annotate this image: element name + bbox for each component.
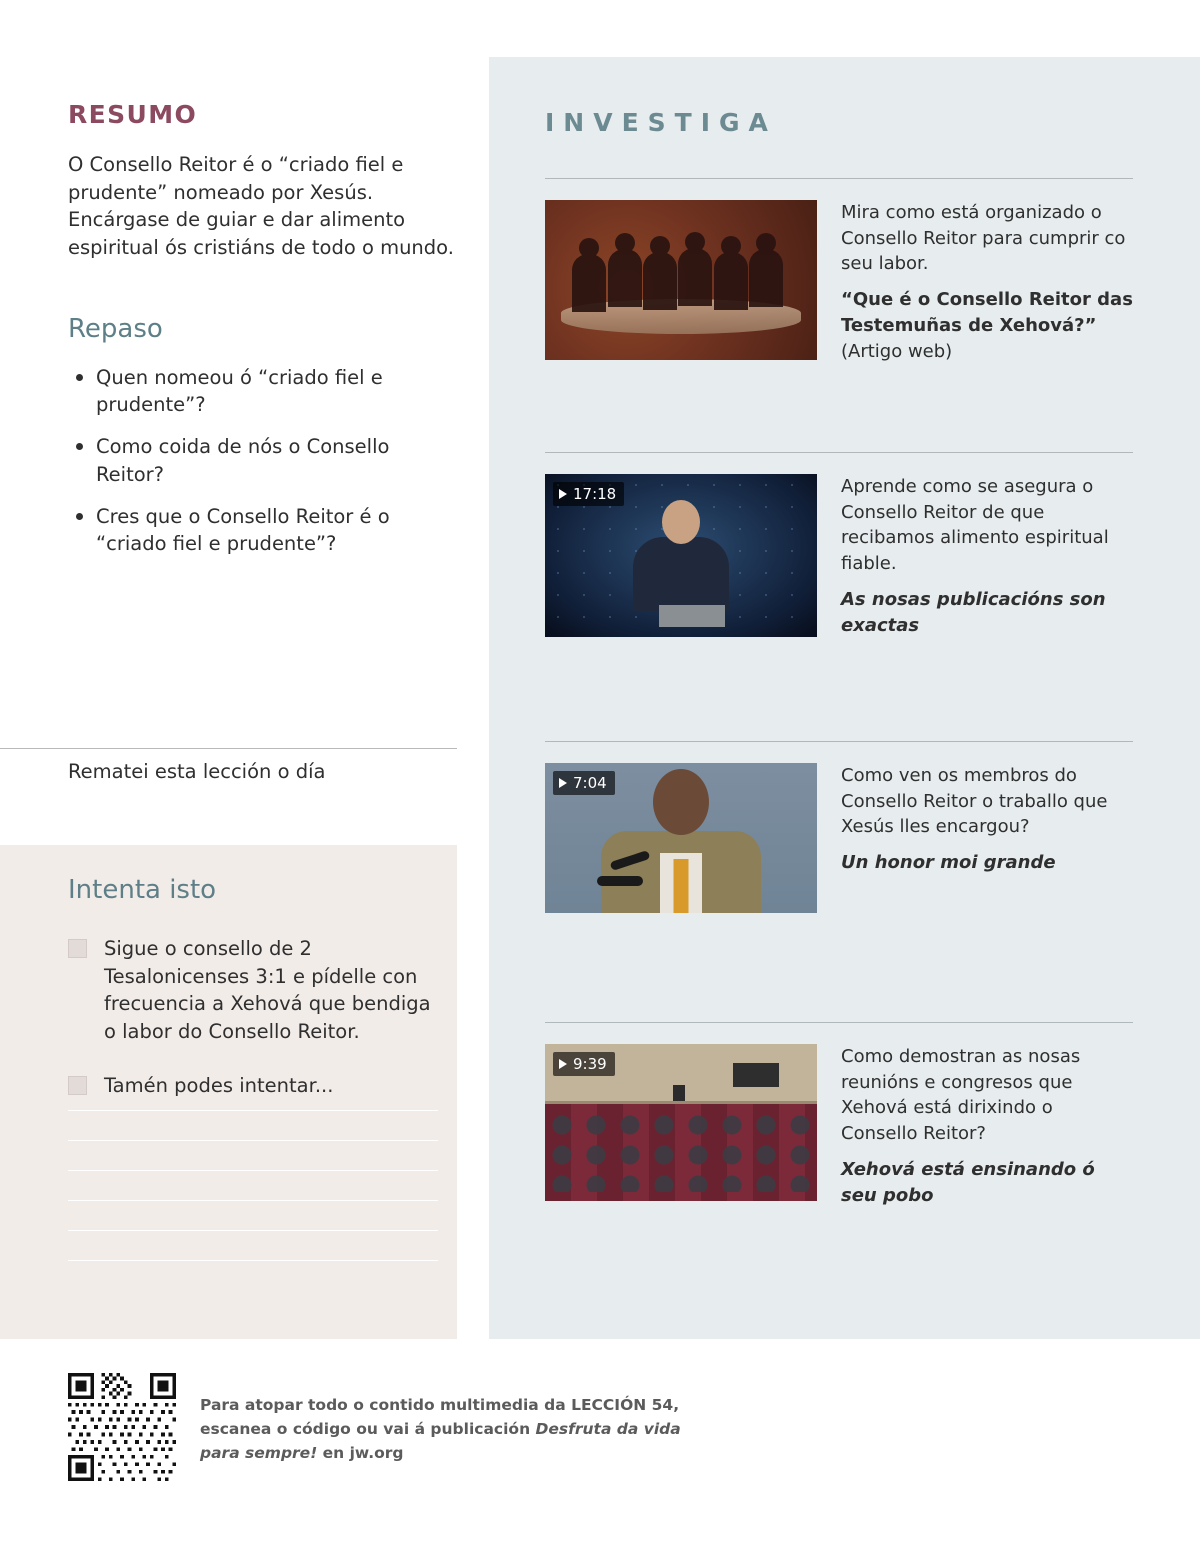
entry-text (841, 1044, 1133, 1208)
checkbox-icon[interactable] (68, 939, 87, 958)
video-duration-badge (553, 482, 624, 506)
list-item: Quen nomeou ó “criado fiel e prudente”? (96, 364, 426, 419)
footer-line-3 (200, 1441, 720, 1465)
summary-text: O Consello Reitor é o “criado fiel e prudente” nomeado por Xesús. Encárgase de guiar e dar alimento espiritual ós cristiáns de todo o mundo. (68, 153, 454, 260)
entry-subtitle: (Artigo web) (841, 340, 953, 362)
qr-code[interactable] (68, 1373, 176, 1481)
video-duration-badge (553, 1052, 615, 1076)
summary-column (68, 100, 468, 572)
writing-line (68, 1110, 438, 1111)
divider (545, 1022, 1133, 1023)
entry-text (841, 474, 1133, 638)
entry-lead: Como ven os membros do Consello Reitor o traballo que Xesús lles encargou? (841, 765, 1108, 838)
research-entry (545, 452, 1133, 638)
writing-line (68, 1230, 438, 1231)
qr-code-image (68, 1373, 176, 1481)
entry-title: Xehová está ensinando ó seu pobo (841, 1158, 1095, 1206)
divider (545, 741, 1133, 742)
publication-title: Desfruta da vida (535, 1420, 681, 1439)
play-icon (559, 489, 567, 499)
entry-text (841, 763, 1133, 913)
footer-line-2a: escanea o código ou vai á publicación (200, 1420, 536, 1439)
writing-line (68, 1170, 438, 1171)
review-heading: Repaso (68, 313, 163, 344)
writing-line (68, 1200, 438, 1201)
entry-text (841, 200, 1133, 364)
entry-title: As nosas publicacións son exactas (841, 588, 1106, 636)
video-thumbnail[interactable] (545, 763, 817, 913)
video-thumbnail[interactable] (545, 474, 817, 638)
entry-lead: Mira como está organizado o Consello Reitor para cumprir co seu labor. (841, 202, 1126, 275)
footer-line-1: Para atopar todo o contido multimedia da LECCIÓN 54, (200, 1396, 680, 1414)
footer-note (200, 1393, 720, 1465)
list-item: Como coida de nós o Consello Reitor? (96, 433, 426, 488)
video-duration: 9:39 (573, 1055, 607, 1073)
writing-line (68, 1260, 438, 1261)
page-title: RESUMO (68, 100, 198, 129)
divider (545, 452, 1133, 453)
list-item[interactable] (68, 935, 438, 1046)
video-duration-badge (553, 771, 615, 795)
entry-title: Un honor moi grande (841, 852, 1056, 874)
governing-body-illustration (545, 200, 817, 360)
try-this-heading: Intenta isto (68, 875, 217, 905)
research-heading: INVESTIGA (545, 108, 777, 137)
try-this-list (68, 935, 438, 1125)
article-thumbnail[interactable] (545, 200, 817, 364)
publication-title-cont: para sempre! (200, 1444, 318, 1463)
video-thumbnail[interactable] (545, 1044, 817, 1208)
entry-title: “Que é o Consello Reitor das Testemuñas de Xehová?” (841, 289, 1133, 336)
writing-lines (68, 1110, 438, 1290)
divider (545, 178, 1133, 179)
footer-line-2 (200, 1417, 720, 1441)
research-entry (545, 741, 1133, 913)
research-entry (545, 1022, 1133, 1208)
writing-line (68, 1140, 438, 1141)
entry-lead: Aprende como se asegura o Consello Reitor de que recibamos alimento espiritual fiable. (841, 476, 1109, 575)
checkbox-icon[interactable] (68, 1076, 87, 1095)
entry-lead: Como demostran as nosas reunións e congresos que Xehová está dirixindo o Consello Reitor? (841, 1046, 1081, 1145)
play-icon (559, 778, 567, 788)
research-entry (545, 178, 1133, 364)
list-item: Cres que o Consello Reitor é o “criado fiel e prudente”? (96, 503, 426, 558)
try-this-item-text: Sigue o consello de 2 Tesalonicenses 3:1 e pídelle con frecuencia a Xehová que bendiga o labor do Consello Reitor. (104, 937, 431, 1044)
review-list (68, 364, 468, 558)
video-duration: 17:18 (573, 485, 617, 503)
try-this-item-text: Tamén podes intentar... (104, 1073, 334, 1097)
divider (0, 748, 457, 749)
list-item[interactable] (68, 1072, 438, 1100)
play-icon (559, 1059, 567, 1069)
completion-date-label: Rematei esta lección o día (68, 760, 326, 783)
video-duration: 7:04 (573, 774, 607, 792)
footer-site: en jw.org (317, 1444, 404, 1463)
